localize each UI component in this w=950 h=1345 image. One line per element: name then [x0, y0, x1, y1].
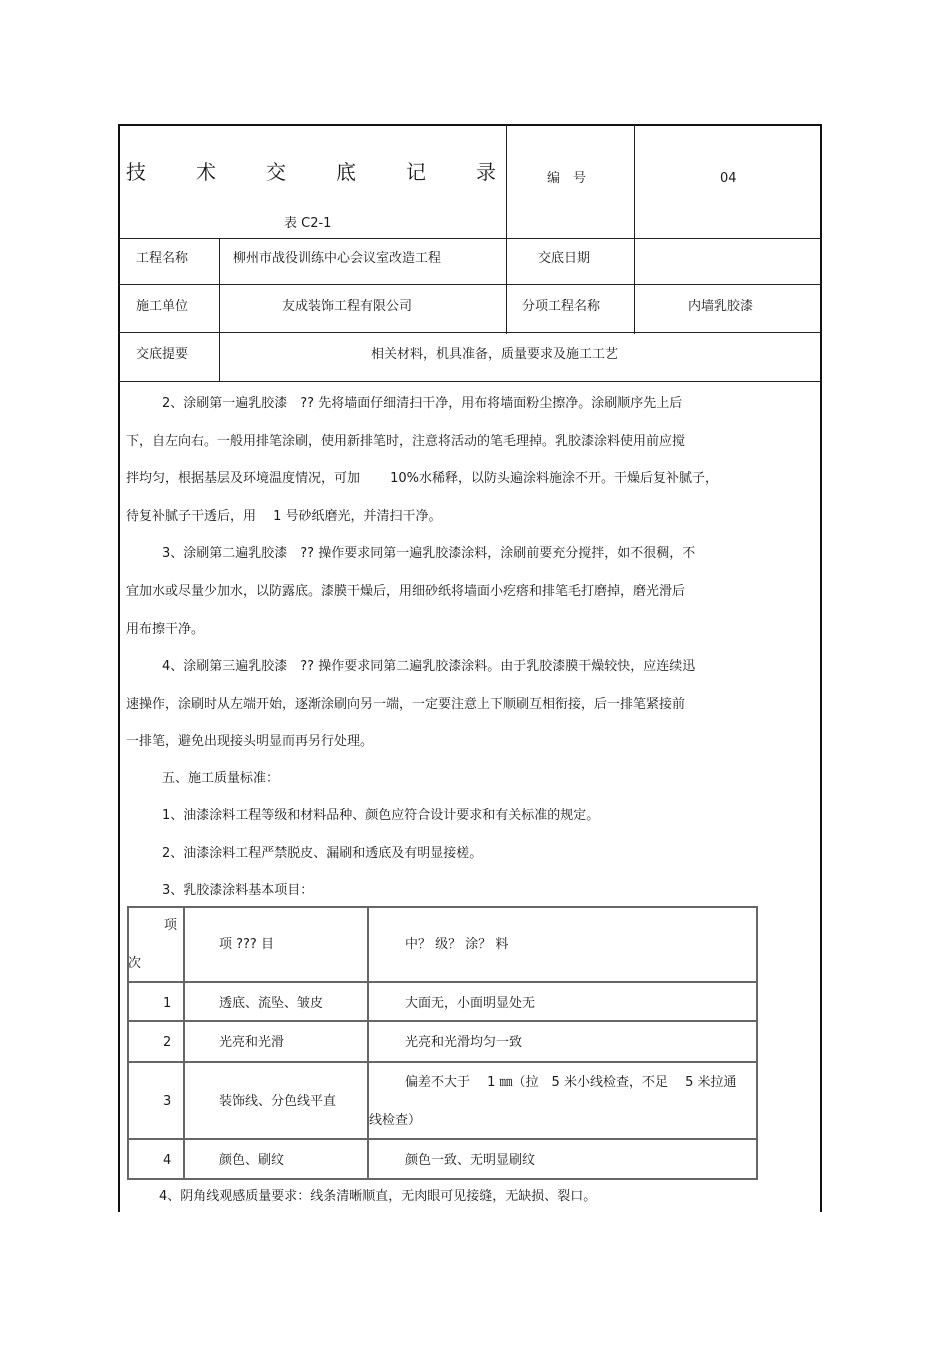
contractor-label: 施工单位 [136, 299, 189, 314]
table-cell-standard: 大面无，小面明显处无 [405, 996, 536, 1011]
body-line: 待复补腻子干透后，用 1 号砂纸磨光，并清扫干净。 [126, 509, 442, 524]
body-line: 五、施工质量标准： [162, 771, 280, 786]
table-cell-item: 装饰线、分色线平直 [219, 1094, 337, 1109]
body-line: 一排笔，避免出现接头明显而再另行处理。 [126, 734, 374, 749]
body-line: 用布擦干净。 [126, 622, 205, 637]
table-line [127, 1020, 758, 1022]
table-line [127, 981, 758, 983]
body-line: 4、阴角线观感质量要求：线条清晰顺直，无肉眼可见接缝，无缺损、裂口。 [159, 1189, 597, 1204]
grid-line [506, 124, 507, 334]
title-char: 技 [126, 160, 146, 184]
summary: 相关材料，机具准备，质量要求及施工工艺 [371, 347, 619, 362]
table-cell-item: 颜色、刷纹 [219, 1153, 285, 1168]
title-char: 底 [336, 160, 356, 184]
serial-value: 04 [720, 171, 737, 186]
table-cell-item: 透底、流坠、皱皮 [219, 996, 324, 1011]
table-line [127, 1138, 758, 1140]
body-line: 2、涂刷第一遍乳胶漆 ?? 先将墙面仔细清扫干净，用布将墙面粉尘擦净。涂刷顺序先上后 [162, 396, 683, 411]
table-line [127, 906, 129, 1180]
table-cell-no: 2 [163, 1035, 172, 1050]
table-cell-standard: 线检查） [369, 1113, 422, 1128]
grid-line [118, 332, 822, 333]
table-header-no-bottom: 次 [128, 956, 142, 971]
table-header-item: 项 ??? 目 [219, 937, 274, 952]
table-cell-no: 4 [163, 1153, 172, 1168]
body-line: 3、涂刷第二遍乳胶漆 ?? 操作要求同第一遍乳胶漆涂料，涂刷前要充分搅拌，如不很稠，不 [162, 546, 696, 561]
contractor: 友成装饰工程有限公司 [282, 299, 413, 314]
table-cell-standard: 颜色一致、无明显刷纹 [405, 1153, 536, 1168]
title-char: 记 [406, 160, 426, 184]
body-line: 3、乳胶漆涂料基本项目： [162, 883, 314, 898]
grid-line [219, 238, 220, 382]
body-line: 2、油漆涂料工程严禁脱皮、漏刷和透底及有明显接槎。 [162, 846, 483, 861]
table-cell-no: 1 [163, 996, 172, 1011]
grid-line [118, 284, 822, 285]
table-cell-standard: 偏差不大于 1 ㎜（拉 5 米小线检查，不足 5 米拉通 [405, 1075, 737, 1090]
grid-line [634, 124, 635, 334]
project-name: 柳州市战役训练中心会议室改造工程 [233, 251, 442, 266]
grid-line [118, 381, 822, 382]
subproject-label: 分项工程名称 [522, 299, 601, 314]
date-label: 交底日期 [538, 251, 591, 266]
title-char: 录 [476, 160, 496, 184]
title-char: 术 [196, 160, 216, 184]
serial-label: 编 号 [547, 171, 587, 186]
table-cell-item: 光亮和光滑 [219, 1035, 285, 1050]
body-line: 4、涂刷第三遍乳胶漆 ?? 操作要求同第二遍乳胶漆涂料。由于乳胶漆膜干燥较快，应连续迅 [162, 659, 696, 674]
body-line: 拌均匀，根据基层及环境温度情况，可加 10%水稀释，以防头遍涂料施涂不开。干燥后复补腻子， [126, 471, 719, 486]
table-line [183, 906, 185, 1180]
document-title [126, 156, 496, 185]
table-cell-standard: 光亮和光滑均匀一致 [405, 1035, 523, 1050]
body-line: 速操作，涂刷时从左端开始，逐渐涂刷向另一端，一定要注意上下顺刷互相衔接，后一排笔紧接前 [126, 697, 686, 712]
table-line [756, 906, 758, 1180]
body-line: 1、油漆涂料工程等级和材料品种、颜色应符合设计要求和有关标准的规定。 [162, 808, 600, 823]
table-header-standard: 中？ 级？ 涂？ 料 [405, 937, 509, 952]
table-line [367, 906, 369, 1180]
project-name-label: 工程名称 [136, 251, 189, 266]
body-line: 宜加水或尽量少加水，以防露底。漆膜干燥后，用细砂纸将墙面小疙瘩和排笔毛打磨掉，磨光滑后 [126, 584, 686, 599]
body-line: 下，自左向右。一般用排笔涂刷，使用新排笔时，注意将活动的笔毛理掉。乳胶漆涂料使用前应搅 [126, 434, 686, 449]
grid-line [118, 238, 822, 239]
table-line [127, 906, 758, 908]
form-number: 表 C2-1 [284, 216, 332, 231]
title-char: 交 [266, 160, 286, 184]
subproject: 内墙乳胶漆 [688, 299, 754, 314]
table-header-no-top: 项 [164, 918, 178, 933]
table-line [127, 1061, 758, 1063]
summary-label: 交底提要 [136, 347, 189, 362]
table-cell-no: 3 [163, 1094, 172, 1109]
table-line [127, 1178, 758, 1180]
